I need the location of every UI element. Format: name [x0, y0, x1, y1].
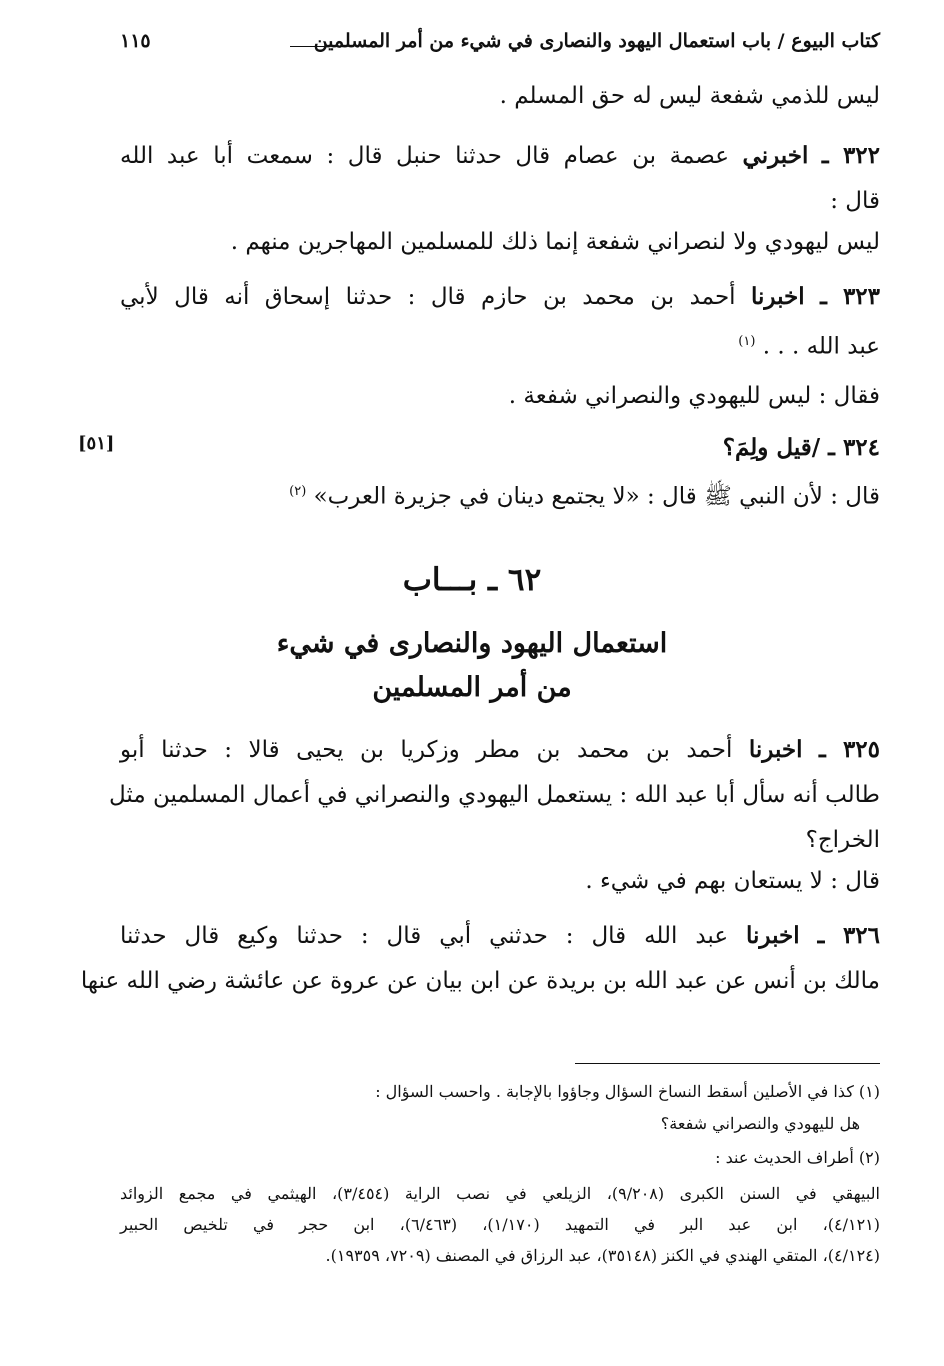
manuscript-folio-reference: [٥١] [78, 433, 115, 454]
text-line [120, 857, 880, 905]
text-line [120, 218, 880, 266]
footnote-1-question: هل لليهودي والنصراني شفعة؟ [660, 1114, 860, 1133]
line-text: فقال : ليس لليهودي والنصراني شفعة . [508, 383, 880, 409]
line-text: عبد الله . . . [762, 333, 880, 360]
line-text: قال : [830, 188, 880, 214]
text-line [108, 771, 880, 819]
chapter-title-line-1: استعمال اليهود والنصارى في شيء [276, 628, 668, 659]
footnote-separator [575, 1063, 880, 1064]
hadith-number: ٣٢٢ ـ [821, 142, 880, 169]
line-text: قال : لأن النبي ﷺ قال : «لا يجتمع دينان في جزيرة العرب» [313, 483, 880, 510]
footnote-marker: (١) [738, 334, 756, 349]
footnote-2-line-3: (٤/١٢٤)، المتقي الهندي في الكنز (٣٥١٤٨)، عبد الرزاق في المصنف (٧٢٠٩، ١٩٣٥٩). [325, 1246, 880, 1265]
line-text: ٣٢٤ ـ /قيل ولِمَ؟ [722, 434, 880, 461]
transmission-word: اخبرنا [751, 283, 805, 310]
footnote-marker: (٢) [289, 484, 307, 499]
hadith-325-line-1 [120, 726, 880, 774]
footnote-1: (١) كذا في الأصلين أسقط النساخ السؤال وجاؤوا بالإجابة . واحسب السؤال : [375, 1082, 880, 1101]
line-text: ليس للذمي شفعة ليس له حق المسلم . [499, 83, 880, 109]
hadith-324-line [120, 424, 880, 472]
page-number: ١١٥ [120, 30, 151, 52]
text-line [120, 72, 880, 120]
footnote-2-line-1: البيهقي في السنن الكبرى (٩/٢٠٨)، الزيلعي في نصب الراية (٣/٤٥٤)، الهيثمي في مجمع الزوائد [120, 1184, 881, 1203]
chapter-number: ٦٢ ـ بـــاب [402, 562, 542, 598]
footnote-2: (٢) أطراف الحديث عند : [715, 1148, 880, 1167]
hadith-number: ٣٢٦ ـ [817, 922, 880, 949]
hadith-323-line-1 [120, 273, 880, 321]
hadith-number: ٣٢٣ ـ [820, 283, 881, 310]
running-title: كتاب البيوع / باب استعمال اليهود والنصارى في شيء من أمر المسلمين [313, 30, 880, 52]
line-text: قال : لا يستعان بهم في شيء . [585, 868, 880, 894]
line-text: ليس ليهودي ولا لنصراني شفعة إنما ذلك للمسلمين المهاجرين منهم . [230, 229, 880, 255]
transmission-word: اخبرني [742, 142, 809, 169]
hadith-322-line-1 [120, 132, 880, 180]
line-text: عصمة بن عصام قال حدثنا حنبل قال : سمعت أبا عبد الله [120, 143, 729, 169]
transmission-word: اخبرنا [746, 922, 800, 949]
hadith-number: ٣٢٥ ـ [819, 736, 881, 763]
text-line [80, 957, 880, 1005]
line-text: مالك بن أنس عن عبد الله بن بريدة عن ابن بيان عن عروة عن عائشة رضي الله عنها [80, 968, 880, 994]
chapter-title-line-2: من أمر المسلمين [372, 672, 572, 703]
transmission-word: اخبرنا [748, 736, 803, 763]
running-header [120, 30, 880, 62]
line-text: طالب أنه سأل أبا عبد الله : يستعمل اليهودي والنصراني في أعمال المسلمين مثل [108, 782, 880, 808]
text-line [120, 318, 880, 371]
line-text: الخراج؟ [805, 827, 880, 853]
header-rule [290, 46, 325, 47]
text-line [120, 372, 880, 420]
line-text: عبد الله قال : حدثني أبي قال : حدثنا وكيع قال حدثنا [120, 923, 729, 949]
line-text: أحمد بن محمد بن مطر وزكريا بن يحيى قالا : حدثنا أبو [120, 737, 733, 763]
text-line [120, 468, 880, 521]
hadith-326-line-1 [120, 912, 880, 960]
footnote-2-line-2: (٤/١٢١)، ابن عبد البر في التمهيد (١/١٧٠)، (٦/٤٦٣)، ابن حجر في تلخيص الحبير [120, 1215, 880, 1234]
line-text: أحمد بن محمد بن حازم قال : حدثنا إسحاق أنه قال لأبي [120, 284, 736, 310]
